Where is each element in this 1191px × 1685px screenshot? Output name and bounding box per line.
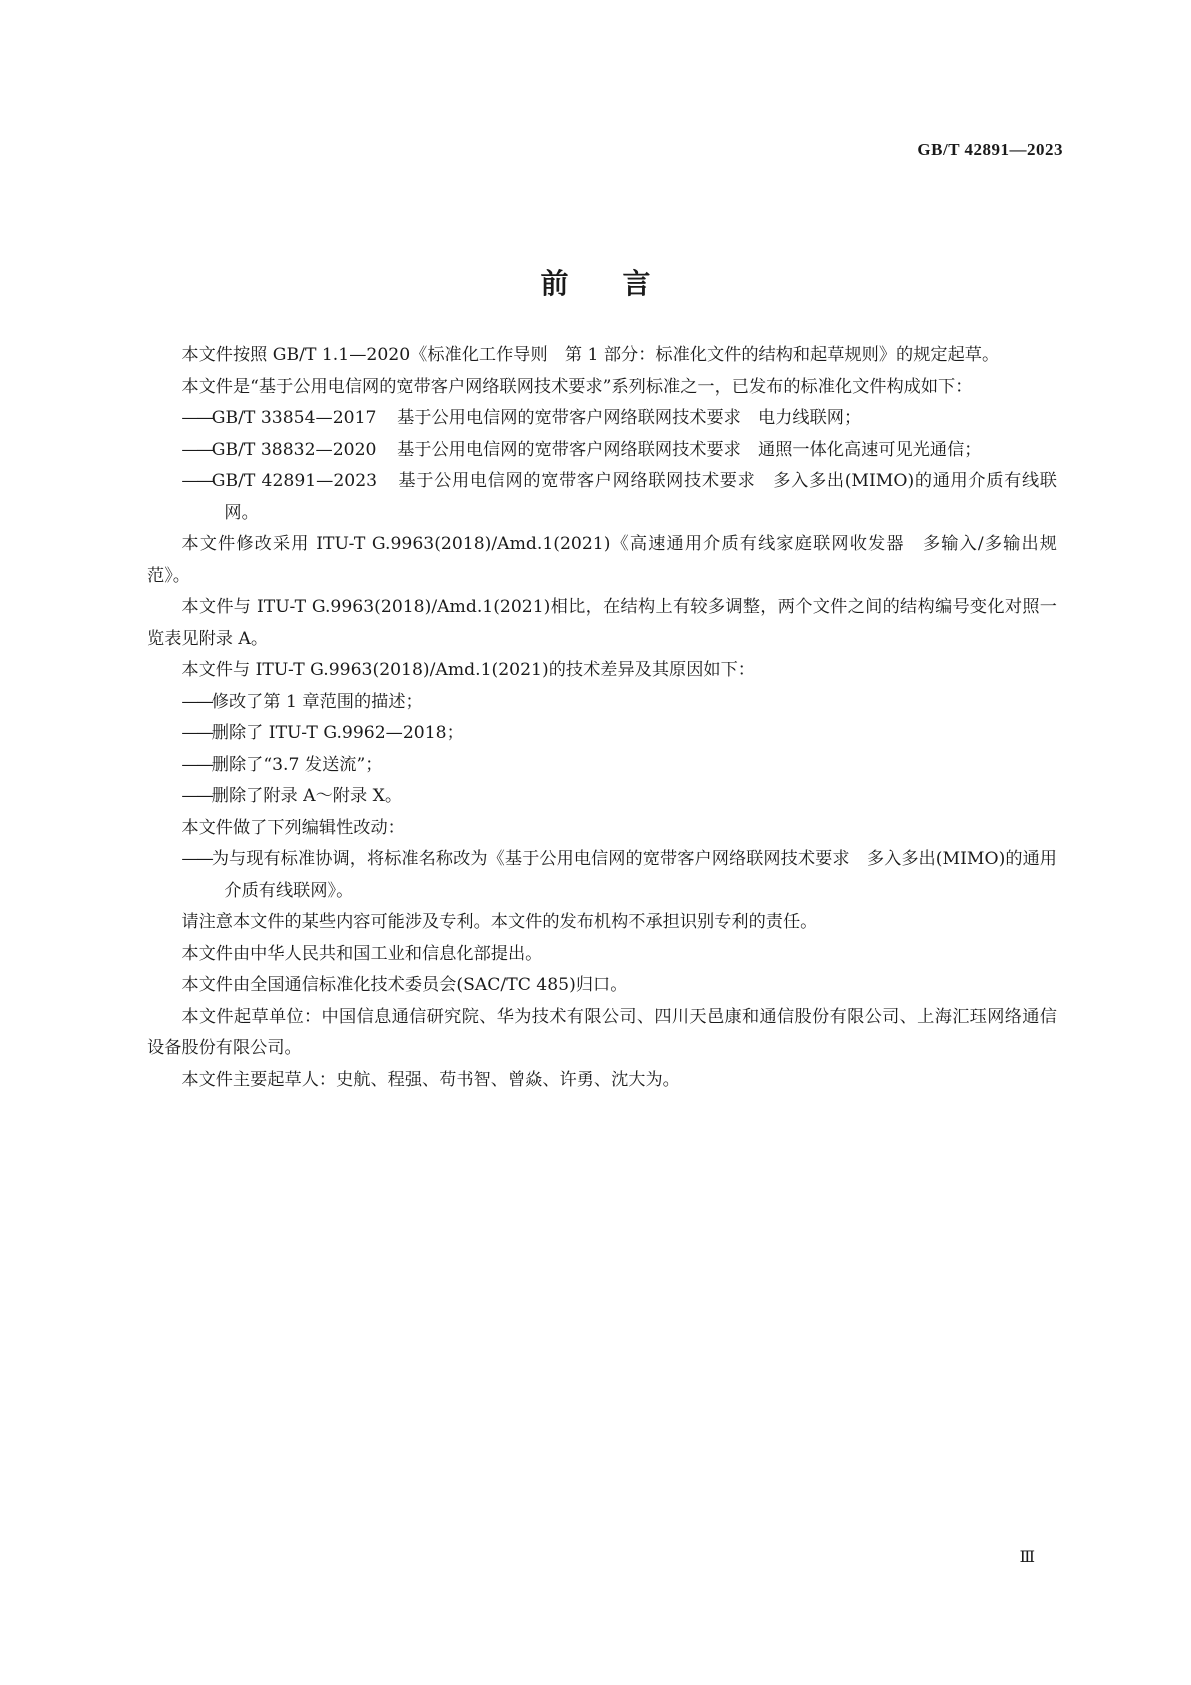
list-item-difference bbox=[147, 781, 1057, 813]
foreword-body bbox=[147, 340, 1057, 1096]
standard-code: GB/T 42891—2023 bbox=[211, 471, 378, 491]
paragraph-drafting-organizations: 本文件起草单位：中国信息通信研究院、华为技术有限公司、四川天邑康和通信股份有限公司、上海汇珏网络通信设备股份有限公司。 bbox=[147, 1006, 1057, 1058]
dash-mark: —— bbox=[181, 723, 212, 743]
list-item-difference bbox=[147, 750, 1057, 782]
list-item-series bbox=[147, 435, 1057, 467]
dash-mark: —— bbox=[181, 439, 212, 460]
dash-mark: —— bbox=[181, 408, 212, 428]
difference-text: 删除了“3.7 发送流”； bbox=[211, 754, 383, 775]
list-item-difference bbox=[147, 687, 1057, 719]
page-title: 前言 bbox=[540, 266, 705, 300]
dash-mark: —— bbox=[181, 754, 212, 775]
paragraph-patent-notice: 请注意本文件的某些内容可能涉及专利。本文件的发布机构不承担识别专利的责任。 bbox=[181, 912, 818, 932]
paragraph-structure-changes: 本文件与 ITU-T G.9963(2018)/Amd.1(2021)相比，在结构上有较多调整，两个文件之间的结构编号变化对照一览表见附录 A。 bbox=[147, 597, 1057, 649]
standard-title: 基于公用电信网的宽带客户网络联网技术要求 多入多出(MIMO)的通用介质有线联网。 bbox=[224, 471, 1057, 523]
standard-code: GB/T 33854—2017 bbox=[211, 408, 377, 428]
paragraph-proposer: 本文件由中华人民共和国工业和信息化部提出。 bbox=[181, 943, 543, 964]
list-item-editorial bbox=[147, 844, 1057, 907]
dash-mark: —— bbox=[181, 786, 212, 806]
list-item-series bbox=[147, 403, 1057, 435]
dash-mark: —— bbox=[181, 691, 212, 712]
difference-text: 删除了附录 A～附录 X。 bbox=[211, 786, 403, 806]
standard-code: GB/T 38832—2020 bbox=[211, 439, 377, 460]
page-number: Ⅲ bbox=[1019, 1549, 1035, 1566]
editorial-text: 为与现有标准协调，将标准名称改为《基于公用电信网的宽带客户网络联网技术要求 多入多出(MIMO)的通用介质有线联网》。 bbox=[211, 849, 1057, 901]
list-item-difference bbox=[147, 718, 1057, 750]
paragraph-technical-differences: 本文件与 ITU-T G.9963(2018)/Amd.1(2021)的技术差异及其原因如下： bbox=[181, 660, 755, 680]
paragraph-committee: 本文件由全国通信标准化技术委员会(SAC/TC 485)归口。 bbox=[181, 975, 628, 995]
paragraph-drafters: 本文件主要起草人：史航、程强、苟书智、曾焱、许勇、沈大为。 bbox=[181, 1069, 680, 1090]
difference-text: 修改了第 1 章范围的描述； bbox=[211, 691, 423, 712]
difference-text: 删除了 ITU-T G.9962—2018； bbox=[211, 723, 464, 743]
dash-mark: —— bbox=[181, 471, 212, 491]
standard-title: 基于公用电信网的宽带客户网络联网技术要求 通照一体化高速可见光通信； bbox=[397, 439, 982, 460]
standard-title: 基于公用电信网的宽带客户网络联网技术要求 电力线联网； bbox=[397, 408, 862, 428]
paragraph-drafting-rules: 本文件按照 GB/T 1.1—2020《标准化工作导则 第 1 部分：标准化文件的结构和起草规则》的规定起草。 bbox=[181, 345, 1000, 365]
dash-mark: —— bbox=[181, 849, 212, 869]
paragraph-series-intro: 本文件是“基于公用电信网的宽带客户网络联网技术要求”系列标准之一，已发布的标准化文件构成如下： bbox=[181, 376, 973, 397]
paragraph-adoption: 本文件修改采用 ITU-T G.9963(2018)/Amd.1(2021)《高速通用介质有线家庭联网收发器 多输入/多输出规范》。 bbox=[147, 534, 1057, 586]
document-number: GB/T 42891—2023 bbox=[917, 140, 1063, 159]
list-item-series bbox=[147, 466, 1057, 529]
paragraph-editorial-intro: 本文件做了下列编辑性改动： bbox=[181, 817, 405, 838]
